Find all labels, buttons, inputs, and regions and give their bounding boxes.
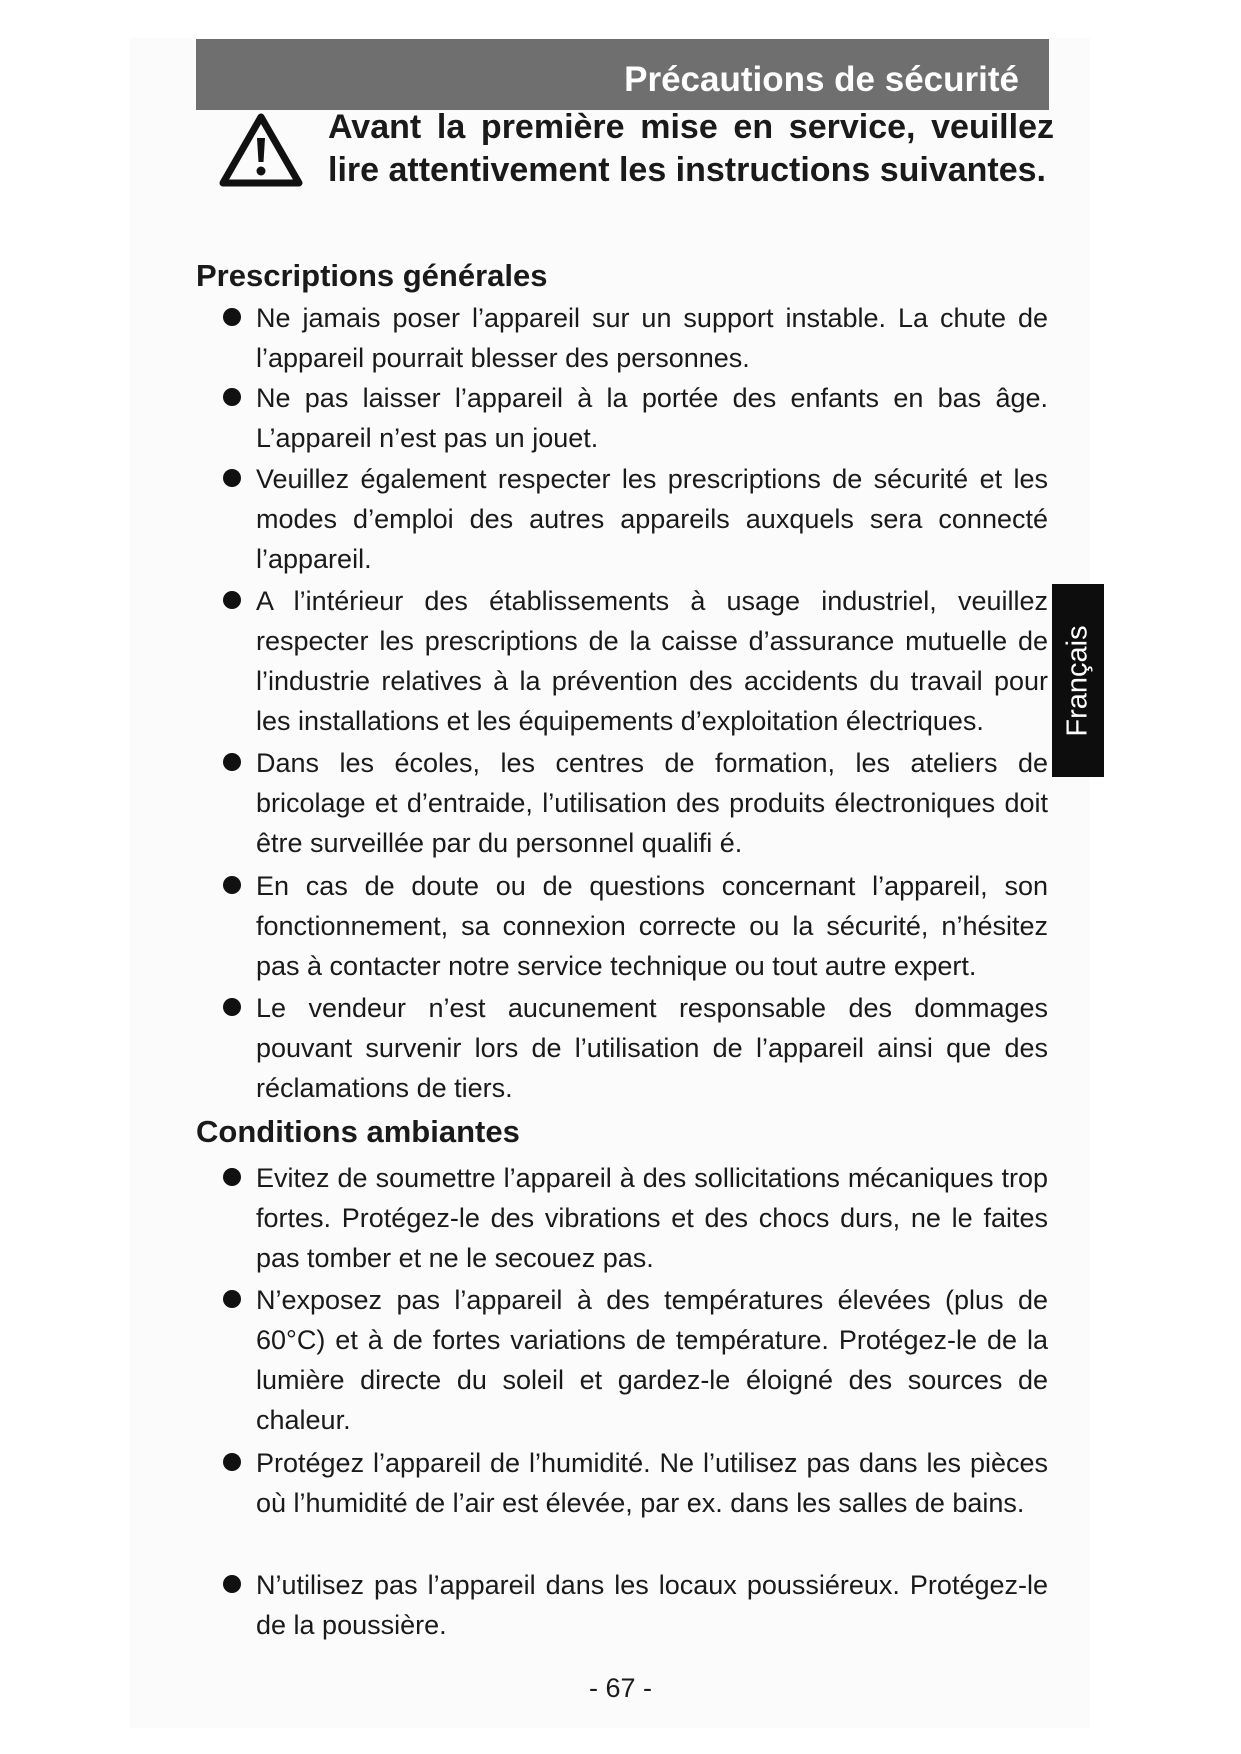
list-item: Protégez l’appareil de l’humidité. Ne l’utilisez pas dans les pièces où l’humidité de l’air est élevée, par ex. dans les salles de bains. <box>256 1443 1048 1523</box>
language-side-tab <box>1052 584 1104 777</box>
bullet-icon <box>223 308 241 326</box>
list-item: Dans les écoles, les centres de formation, les ateliers de bricolage et d’entraide, l’utilisation des produits électroniques doit être surveillée par du personnel qualifi é. <box>256 743 1048 863</box>
list-item: Ne pas laisser l’appareil à la portée des enfants en bas âge. L’appareil n’est pas un jouet. <box>256 378 1048 458</box>
list-item: En cas de doute ou de questions concernant l’appareil, son fonctionnement, sa connexion correcte ou la sécurité, n’hésitez pas à contacter notre service technique ou tout autre expert. <box>256 866 1048 986</box>
section-header-bar <box>196 39 1049 110</box>
section-title-ambient: Conditions ambiantes <box>196 1114 520 1149</box>
bullet-icon <box>223 388 241 406</box>
bullet-icon <box>223 876 241 894</box>
list-item: A l’intérieur des établissements à usage industriel, veuillez respecter les prescriptions de la caisse d’assurance mutuelle de l’industrie relatives à la prévention des accidents du travail pour les installations et les équipements d’exploitation électriques. <box>256 581 1048 741</box>
warning-triangle-icon <box>219 112 303 188</box>
list-item: Evitez de soumettre l’appareil à des sollicitations mécaniques trop fortes. Protégez-le des vibrations et des chocs durs, ne le faites pas tomber et ne le secouez pas. <box>256 1158 1048 1278</box>
section-title-general: Prescriptions générales <box>196 258 548 293</box>
language-side-tab-label: Français <box>1061 624 1094 737</box>
bullet-icon <box>223 1453 241 1471</box>
bullet-icon <box>223 998 241 1016</box>
bullet-icon <box>223 1290 241 1308</box>
page-number: - 67 - <box>588 1673 653 1703</box>
bullet-icon <box>223 469 241 487</box>
list-item: N’utilisez pas l’appareil dans les locaux poussiéreux. Protégez-le de la poussière. <box>256 1565 1048 1645</box>
bullet-icon <box>223 753 241 771</box>
list-item: N’exposez pas l’appareil à des températures élevées (plus de 60°C) et à de fortes variations de température. Protégez-le de la lumière directe du soleil et gardez-le éloigné des sources de chaleur. <box>256 1280 1048 1440</box>
bullet-icon <box>223 1575 241 1593</box>
bullet-icon <box>223 1168 241 1186</box>
section-header-title: Précautions de sécurité <box>624 60 1019 99</box>
list-item: Veuillez également respecter les prescriptions de sécurité et les modes d’emploi des autres appareils auxquels sera connecté l’appareil. <box>256 459 1048 579</box>
bullet-icon <box>223 591 241 609</box>
intro-warning-text: Avant la première mise en service, veuillez lire attentivement les instructions suivantes. <box>328 108 1054 189</box>
list-item: Ne jamais poser l’appareil sur un support instable. La chute de l’appareil pourrait blesser des personnes. <box>256 298 1048 378</box>
list-item: Le vendeur n’est aucunement responsable des dommages pouvant survenir lors de l’utilisation de l’appareil ainsi que des réclamations de tiers. <box>256 988 1048 1108</box>
